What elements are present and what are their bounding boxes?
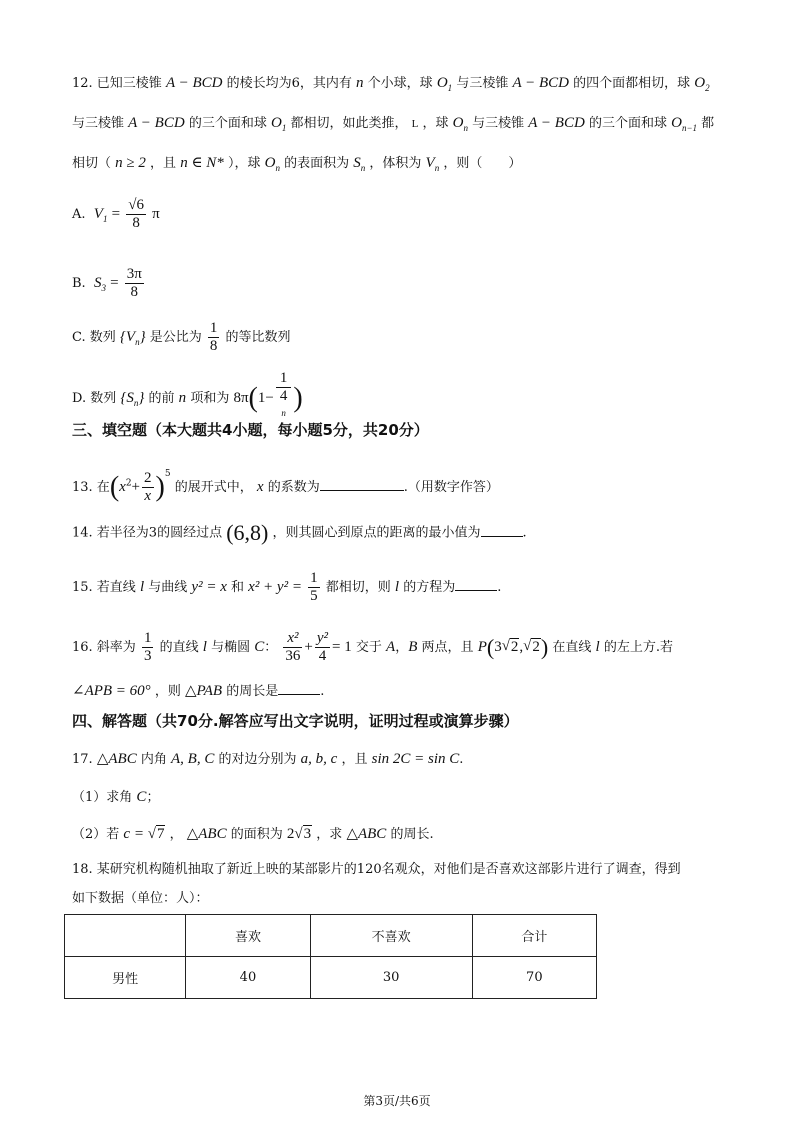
q12-text: 的三个面和球: [188, 116, 267, 131]
q16-line1: 16. 斜率为 $\frac{1}{3}$ 的直线 l 与椭圆 C： $\frac{\text{x²}}{36}$ + $\frac{\text{y²}}{4}$ = 1 交于 A，B 两点，且 P(3√2,√2) 在直线 l 的左上方.若: [72, 630, 673, 664]
q12-option-b: B. $S_3$ = $\frac{3\pi}{8}$: [72, 266, 142, 300]
math-A: A: [386, 639, 396, 655]
q12-text: 的三个面和球: [588, 116, 667, 131]
sqrt-value: 3: [303, 826, 312, 842]
q14: [72, 522, 527, 544]
math-x: x: [256, 479, 264, 495]
fraction: $\frac{1}{5}$: [310, 570, 318, 604]
answer-blank[interactable]: [455, 578, 497, 591]
math-C: C: [136, 789, 147, 805]
sqrt-value: 7: [156, 826, 165, 842]
section4-heading: 四、解答题（共70分.解答应写出文字说明，证明过程或演算步骤）: [72, 712, 519, 730]
q15-text: .: [497, 580, 502, 595]
ball-On: $O_n$: [452, 115, 468, 133]
q12-option-d: D. 数列 $\{S_n\}$ 的前 n 项和为 8π(1− 1 4 $^n$ ): [72, 370, 303, 427]
math-l: l: [595, 639, 600, 655]
triangle-ABC: △ABC: [186, 826, 227, 842]
q18-line1: 18. 某研究机构随机抽取了新近上映的某部影片的120名观众，对他们是否喜欢这部影片进行了调查，得到: [72, 862, 681, 877]
math-P: P: [477, 639, 487, 655]
table-header-cell: 不喜欢: [310, 915, 472, 957]
answer-blank[interactable]: [320, 478, 404, 491]
math-n: n: [356, 75, 364, 91]
q12-text: 的棱长均为6，其内有: [226, 76, 352, 91]
q12-text: 与三棱锥: [456, 76, 509, 91]
q12-option-a: A. $V_1$ = $\frac{√6}{8}$ π: [72, 197, 160, 231]
math-Vn: $V_n$: [425, 155, 440, 173]
math-l: l: [202, 639, 207, 655]
q17-text: ；: [146, 790, 160, 805]
table-header-cell: [65, 915, 186, 957]
q17-part2: （2）若 c = √7 ， △ABC 的面积为 2√3 ，求 △ABC 的周长.: [72, 826, 434, 842]
math-C: C: [254, 639, 265, 655]
tetrahedron-label: A − BCD: [165, 75, 223, 91]
q13-text: 13. 在: [72, 480, 110, 495]
triangle-ABC: △ABC: [346, 826, 387, 842]
curve-circle: x² + y² =: [248, 579, 302, 595]
q17-text: 内角: [140, 752, 167, 767]
q12-text: 个小球，球: [367, 76, 433, 91]
q15: [72, 570, 501, 605]
math-l: l: [394, 579, 400, 595]
q16-text: 在直线: [552, 640, 592, 655]
table-cell: 男性: [65, 957, 186, 999]
page-footer: 第3页/共6页: [363, 1094, 431, 1108]
q17-text: （1）求角: [72, 790, 133, 805]
q16-text: ，: [395, 640, 409, 655]
q16-text: 与椭圆: [211, 640, 251, 655]
math-B: B: [408, 639, 418, 655]
math-8pi: 8π: [233, 390, 249, 406]
q17-text: ，且: [341, 752, 368, 767]
sides-abc: a, b, c: [300, 751, 338, 767]
q12-option-c: [72, 320, 291, 355]
q15-text: 与曲线: [148, 580, 188, 595]
q16-text: 的左上方.若: [603, 640, 673, 655]
q12-text: ，且: [150, 156, 177, 171]
table-header-row: [65, 915, 597, 957]
answer-blank[interactable]: [481, 524, 523, 537]
q13-text: 的展开式中，: [174, 480, 253, 495]
q17-text: 的对边分别为: [218, 752, 297, 767]
q16-line2: [72, 682, 324, 699]
point-6-8: (6,8): [226, 520, 269, 545]
q17-text: 的周长.: [390, 827, 434, 842]
option-label: D. 数列: [72, 391, 117, 406]
condition-n: n ≥ 2: [115, 155, 146, 171]
q12-text: 都相切，如此类推，: [290, 116, 408, 131]
q12-line3: [72, 156, 521, 173]
angles-ABC: A, B, C: [171, 751, 215, 767]
q17-text: 17.: [72, 752, 93, 767]
option-label: C. 数列: [72, 330, 116, 345]
ball-On: $O_n$: [264, 155, 280, 173]
survey-table: [64, 914, 597, 999]
ball-O2: $O_2$: [694, 75, 710, 93]
option-label: B.: [72, 276, 86, 291]
sequence-Sn: $\{S_n\}$: [120, 390, 145, 408]
math-V1: $V_1$: [93, 206, 108, 224]
table-cell: 30: [310, 957, 472, 999]
q16-text: ：: [264, 640, 278, 655]
curve-parabola: y² = x: [191, 579, 227, 595]
math-n: n: [178, 390, 187, 406]
q12-line1: [72, 76, 710, 93]
q16-text: 16. 斜率为: [72, 640, 136, 655]
q12-text: 与三棱锥: [472, 116, 525, 131]
fraction: 1 4 $^n$: [276, 370, 292, 427]
q15-text: 都相切，则: [325, 580, 391, 595]
q12-line2: [72, 116, 714, 133]
triangle-ABC: △ABC: [96, 751, 137, 767]
q16-text: .: [320, 684, 325, 699]
q12-text: ），球: [227, 156, 261, 171]
plus-sign: +: [304, 639, 313, 655]
table-row: [65, 957, 597, 999]
q17-text: （2）若: [72, 827, 120, 842]
q17-text: 的面积为: [230, 827, 283, 842]
math-S3: $S_3$: [93, 275, 106, 293]
fraction: $\frac{1}{3}$: [143, 630, 152, 664]
q12-text: ，体积为: [369, 156, 422, 171]
q17-text: ，: [169, 827, 183, 842]
q14-text: 14. 若半径为3的圆经过点: [72, 525, 223, 541]
q12-text: ，球: [422, 116, 449, 131]
q12-text: 的表面积为: [284, 156, 350, 171]
equation-sin: sin 2C = sin C: [371, 751, 460, 767]
answer-blank[interactable]: [278, 682, 320, 695]
ball-O1: $O_1$: [436, 75, 453, 93]
equals-one: = 1: [332, 639, 352, 655]
math-c: c =: [123, 826, 148, 842]
q16-text: 两点，且: [421, 640, 474, 655]
sequence-Vn: $\{V_n\}$: [119, 329, 146, 347]
table-cell: 70: [472, 957, 596, 999]
exponent: 5: [164, 468, 171, 479]
option-text: 是公比为: [149, 330, 202, 345]
ellipsis-glyph: L: [411, 118, 419, 130]
q17-part1: [72, 790, 159, 805]
fraction: $\frac{2}{x}$: [144, 470, 152, 504]
tetrahedron-label: A − BCD: [528, 115, 585, 131]
fraction: $\frac{\text{x²}}{36}$: [285, 630, 301, 664]
ball-On-1: $O_{n-1}$: [671, 115, 698, 133]
table-header-cell: 合计: [472, 915, 596, 957]
fraction: $\frac{√6}{8}$: [128, 197, 144, 231]
q12-text: 与三棱锥: [72, 116, 125, 131]
fraction: $\frac{3\pi}{8}$: [126, 266, 142, 300]
q17-text: ，求: [316, 827, 343, 842]
q18-line2: 如下数据（单位：人）：: [72, 891, 209, 906]
q15-text: 和: [231, 580, 245, 595]
q15-text: 15. 若直线: [72, 580, 136, 595]
q16-text: 的直线: [159, 640, 199, 655]
q16-text: ，则: [154, 684, 181, 699]
q17-text: .: [459, 752, 464, 767]
q16-text: 的周长是: [226, 684, 279, 699]
option-text: 的前: [148, 391, 175, 406]
triangle-PAB: △PAB: [184, 683, 223, 699]
tetrahedron-label: A − BCD: [128, 115, 185, 131]
fraction: $\frac{\text{y²}}{4}$: [316, 630, 329, 664]
q12-text: 都: [701, 116, 715, 131]
section3-heading: 三、填空题（本大题共4小题，每小题5分，共20分）: [72, 421, 429, 439]
q14-text: ，则其圆心到原点的距离的最小值为: [272, 525, 481, 541]
math-Sn: $S_n$: [353, 155, 366, 173]
q17: [72, 752, 463, 767]
q12-text: ，则（ ）: [443, 156, 522, 171]
table-cell: 40: [186, 957, 310, 999]
q14-text: .: [522, 525, 527, 541]
q13-text: 的系数为: [267, 480, 320, 495]
q16-text: 交于: [355, 640, 382, 655]
option-text: 的等比数列: [225, 330, 291, 345]
area-coef: 2: [286, 826, 295, 842]
q12-text: 相切（: [72, 156, 112, 171]
q13: 13. 在($x^2+$ $\frac{2}{x}$ )$^5$ 的展开式中， x 的系数为 .（用数字作答）: [72, 468, 499, 504]
angle-APB: ∠APB = 60°: [72, 683, 151, 699]
option-text: 项和为: [190, 391, 230, 406]
math-l: l: [139, 579, 145, 595]
table-header-cell: 喜欢: [186, 915, 310, 957]
q12-text: 的四个面都相切，球: [573, 76, 691, 91]
ball-O1: $O_1$: [270, 115, 287, 133]
tetrahedron-label: A − BCD: [512, 75, 569, 91]
q15-text: 的方程为: [403, 580, 456, 595]
fraction: $\frac{1}{8}$: [209, 320, 218, 354]
q13-text: .（用数字作答）: [403, 480, 499, 495]
option-label: A.: [72, 207, 86, 222]
q12-text: 12. 已知三棱锥: [72, 76, 162, 91]
condition-nN: n ∈ N*: [180, 155, 224, 171]
